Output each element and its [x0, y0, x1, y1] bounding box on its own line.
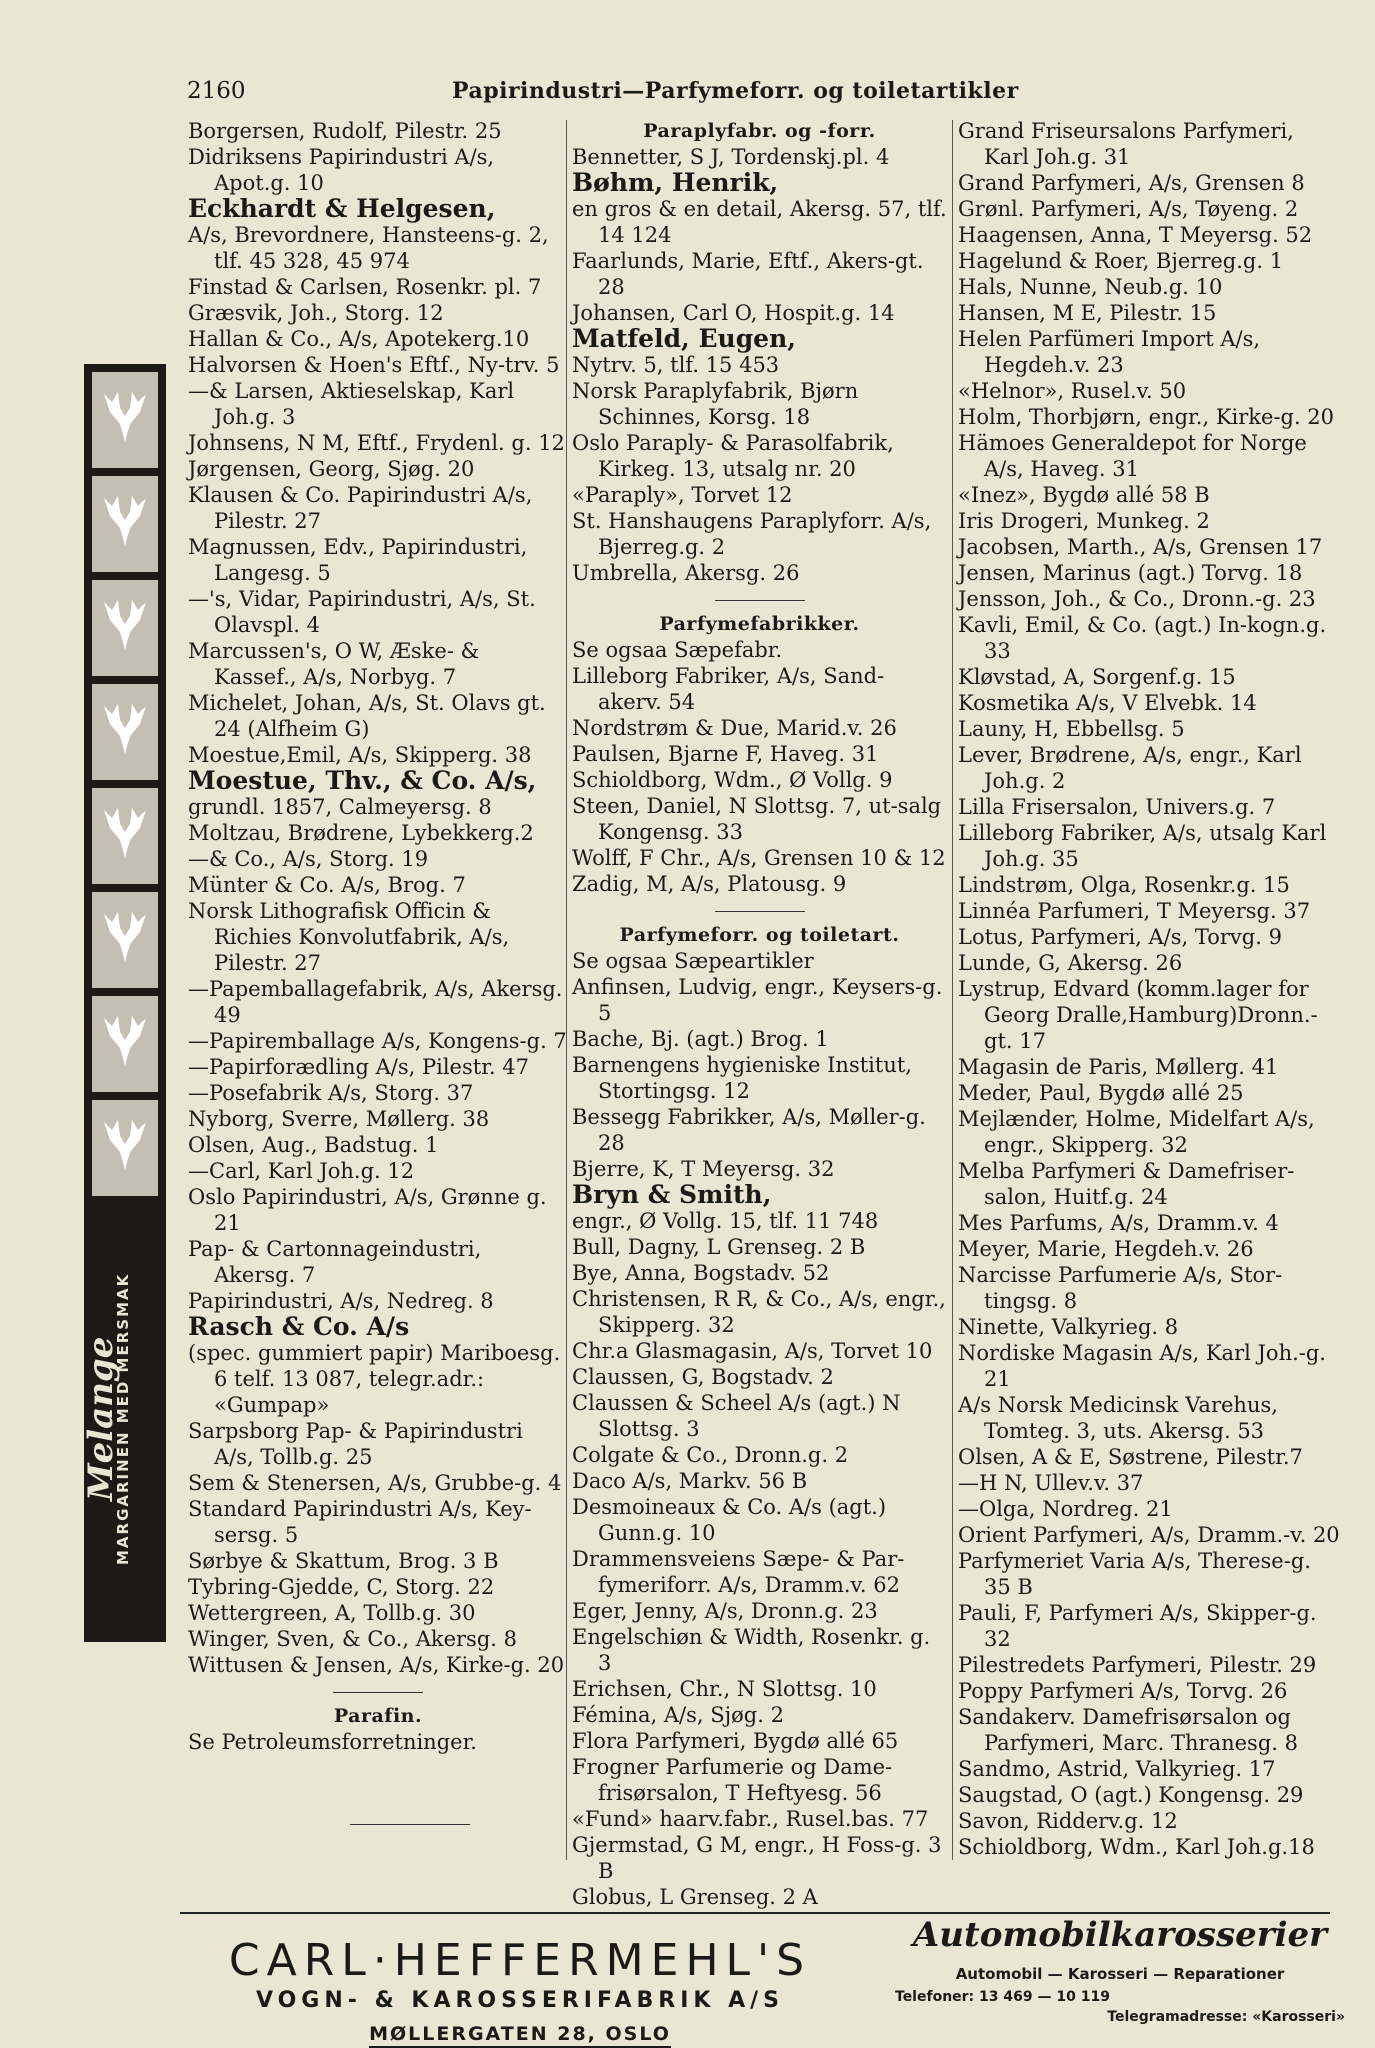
section-separator: [715, 911, 805, 912]
deer-tile: [92, 788, 158, 884]
ad-company-subtitle: VOGN- & KAROSSERIFABRIK A/S: [255, 1988, 785, 2013]
section-separator: [715, 600, 805, 601]
directory-entry: Mes Parfums, A/s, Dramm.v. 4: [958, 1211, 1279, 1235]
directory-entry: Engelschiøn & Width, Rosenkr. g. 3: [572, 1625, 931, 1675]
directory-entry: Bjerre, K, T Meyersg. 32: [572, 1157, 835, 1181]
directory-entry: Græsvik, Joh., Storg. 12: [188, 301, 444, 325]
directory-entry: —& Larsen, Aktieselskap, Karl Joh.g. 3: [188, 379, 515, 429]
directory-entry: Jørgensen, Georg, Sjøg. 20: [188, 457, 475, 481]
directory-entry: Sørbye & Skattum, Brog. 3 B: [188, 1549, 499, 1573]
directory-entry: Wittusen & Jensen, A/s, Kirke-g. 20: [188, 1653, 565, 1677]
directory-entry: «Inez», Bygdø allé 58 B: [958, 483, 1210, 507]
directory-entry: Desmoineaux & Co. A/s (agt.) Gunn.g. 10: [572, 1495, 887, 1545]
directory-entry: Jensson, Joh., & Co., Dronn.-g. 23: [958, 587, 1316, 611]
directory-entry: «Fund» haarv.fabr., Rusel.bas. 77: [572, 1807, 929, 1831]
directory-entry: A/s Norsk Medicinsk Varehus, Tomteg. 3, uts. Akersg. 53: [958, 1393, 1278, 1443]
directory-entry: Jacobsen, Marth., A/s, Grensen 17: [958, 535, 1323, 559]
directory-entry: —'s, Vidar, Papirindustri, A/s, St. Olavspl. 4: [188, 587, 536, 637]
directory-entry: Jensen, Marinus (agt.) Torvg. 18: [958, 561, 1303, 585]
directory-entry: Frogner Parfumerie og Dame-frisørsalon, T Heftyesg. 56: [572, 1755, 893, 1805]
directory-entry: —Posefabrik A/s, Storg. 37: [188, 1081, 474, 1105]
directory-entry: Norsk Lithografisk Officin & Richies Konvolutfabrik, A/s, Pilestr. 27: [188, 899, 510, 975]
directory-entry: Drammensveiens Sæpe- & Par-fymeriforr. A/s, Dramm.v. 62: [572, 1547, 905, 1597]
directory-entry: Grønl. Parfymeri, A/s, Tøyeng. 2: [958, 197, 1299, 221]
directory-entry: Erichsen, Chr., N Slottsg. 10: [572, 1677, 877, 1701]
directory-entry: Sandakerv. Damefrisørsalon og Parfymeri, Marc. Thranesg. 8: [958, 1705, 1298, 1755]
directory-entry: Se ogsaa Sæpefabr.: [572, 638, 783, 662]
side-ad-slogan: MARGARINEN MED MERSMAK: [114, 1272, 132, 1566]
directory-entry: Orient Parfymeri, A/s, Dramm.-v. 20: [958, 1523, 1340, 1547]
directory-entry: Bessegg Fabrikker, A/s, Møller-g. 28: [572, 1105, 926, 1155]
deer-tile: [92, 996, 158, 1092]
directory-entry: Marcussen's, O W, Æske- & Kassef., A/s, Norbyg. 7: [188, 639, 480, 689]
advertisement-heffermehl: [210, 1935, 830, 2048]
directory-entry: Launy, H, Ebbellsg. 5: [958, 717, 1185, 741]
directory-entry: Klausen & Co. Papirindustri A/s, Pilestr. 27: [188, 483, 533, 533]
directory-column-2: [572, 118, 947, 1910]
ad-divider: [180, 1912, 1330, 1914]
directory-entry: —H N, Ullev.v. 37: [958, 1471, 1144, 1495]
directory-entry: Narcisse Parfumerie A/s, Stor-tingsg. 8: [958, 1263, 1283, 1313]
directory-entry: Zadig, M, A/s, Platousg. 9: [572, 872, 847, 896]
deer-tile: [92, 1100, 158, 1196]
directory-entry: Winger, Sven, & Co., Akersg. 8: [188, 1627, 517, 1651]
directory-entry: Bull, Dagny, L Grenseg. 2 B: [572, 1235, 866, 1259]
directory-entry: Iris Drogeri, Munkeg. 2: [958, 509, 1210, 533]
advertisement-karosserier: [895, 1915, 1345, 2025]
directory-entry: «Paraply», Torvet 12: [572, 483, 793, 507]
directory-entry: Oslo Paraply- & Parasolfabrik, Kirkeg. 13, utsalg nr. 20: [572, 431, 894, 481]
directory-entry: —& Co., A/s, Storg. 19: [188, 847, 429, 871]
directory-entry: Moltzau, Brødrene, Lybekkerg.2: [188, 821, 534, 845]
section-heading: Parfymeforr. og toiletart.: [619, 924, 900, 946]
section-separator: [333, 1692, 423, 1693]
directory-entry: Moestue, Thv., & Co. A/s,: [188, 766, 537, 795]
directory-entry: Lotus, Parfymeri, A/s, Torvg. 9: [958, 925, 1282, 949]
directory-entry: Magasin de Paris, Møllerg. 41: [958, 1055, 1279, 1079]
directory-entry: Steen, Daniel, N Slottsg. 7, ut-salg Kongensg. 33: [572, 794, 942, 844]
directory-entry: Kløvstad, A, Sorgenf.g. 15: [958, 665, 1236, 689]
directory-entry: Claussen & Scheel A/s (agt.) N Slottsg. 3: [572, 1391, 901, 1441]
directory-entry: en gros & en detail, Akersg. 57, tlf. 14 124: [572, 197, 947, 247]
directory-column-3: [958, 118, 1343, 1860]
directory-entry: Pauli, F, Parfymeri A/s, Skipper-g. 32: [958, 1601, 1317, 1651]
directory-entry: Borgersen, Rudolf, Pilestr. 25: [188, 119, 502, 143]
directory-entry: Sarpsborg Pap- & Papirindustri A/s, Tollb.g. 25: [188, 1419, 523, 1469]
directory-entry: Eger, Jenny, A/s, Dronn.g. 23: [572, 1599, 878, 1623]
directory-entry: Bache, Bj. (agt.) Brog. 1: [572, 1027, 829, 1051]
directory-entry: Oslo Papirindustri, A/s, Grønne g. 21: [188, 1185, 547, 1235]
deer-tile: [92, 892, 158, 988]
directory-entry: Wolff, F Chr., A/s, Grensen 10 & 12: [572, 846, 946, 870]
directory-entry: Lilleborg Fabriker, A/s, utsalg Karl Joh.g. 35: [958, 821, 1327, 871]
directory-entry: Finstad & Carlsen, Rosenkr. pl. 7: [188, 275, 542, 299]
directory-entry: Grand Friseursalons Parfymeri, Karl Joh.g. 31: [958, 119, 1294, 169]
column-rule: [952, 120, 953, 1860]
directory-entry: Faarlunds, Marie, Eftf., Akers-gt. 28: [572, 249, 924, 299]
directory-entry: Pap- & Cartonnageindustri, Akersg. 7: [188, 1237, 482, 1287]
section-rule: [350, 1824, 470, 1825]
directory-entry: Daco A/s, Markv. 56 B: [572, 1469, 808, 1493]
directory-entry: Pilestredets Parfymeri, Pilestr. 29: [958, 1653, 1317, 1677]
directory-entry: Kosmetika A/s, V Elvebk. 14: [958, 691, 1257, 715]
directory-entry: Lilleborg Fabriker, A/s, Sand-akerv. 54: [572, 664, 885, 714]
directory-entry: Paulsen, Bjarne F, Haveg. 31: [572, 742, 879, 766]
directory-entry: engr., Ø Vollg. 15, tlf. 11 748: [572, 1209, 879, 1233]
directory-entry: Matfeld, Eugen,: [572, 324, 796, 353]
directory-entry: Helen Parfümeri Import A/s, Hegdeh.v. 23: [958, 327, 1261, 377]
directory-entry: Meyer, Marie, Hegdeh.v. 26: [958, 1237, 1254, 1261]
directory-entry: —Papemballagefabrik, A/s, Akersg. 49: [188, 977, 563, 1027]
directory-entry: Poppy Parfymeri A/s, Torvg. 26: [958, 1679, 1288, 1703]
directory-entry: Olsen, Aug., Badstug. 1: [188, 1133, 439, 1157]
directory-entry: Meder, Paul, Bygdø allé 25: [958, 1081, 1244, 1105]
directory-entry: Christensen, R R, & Co., A/s, engr., Skipperg. 32: [572, 1287, 946, 1337]
deer-tile: [92, 476, 158, 572]
directory-entry: Nytrv. 5, tlf. 15 453: [572, 353, 780, 377]
directory-entry: Magnussen, Edv., Papirindustri, Langesg. 5: [188, 535, 528, 585]
directory-entry: Münter & Co. A/s, Brog. 7: [188, 873, 466, 897]
directory-entry: Johansen, Carl O, Hospit.g. 14: [572, 301, 895, 325]
directory-entry: Halvorsen & Hoen's Eftf., Ny-trv. 5: [188, 353, 560, 377]
directory-entry: Papirindustri, A/s, Nedreg. 8: [188, 1289, 494, 1313]
directory-entry: Hansen, M E, Pilestr. 15: [958, 301, 1217, 325]
directory-entry: Holm, Thorbjørn, engr., Kirke-g. 20: [958, 405, 1335, 429]
directory-entry: grundl. 1857, Calmeyersg. 8: [188, 795, 492, 819]
directory-entry: Sandmo, Astrid, Valkyrieg. 17: [958, 1757, 1276, 1781]
directory-column-1: [188, 118, 568, 1755]
directory-entry: Nordstrøm & Due, Marid.v. 26: [572, 716, 897, 740]
directory-entry: Hagelund & Roer, Bjerreg.g. 1: [958, 249, 1284, 273]
ad-tagline: Automobil — Karosseri — Reparationer: [955, 1965, 1285, 1983]
directory-entry: Nordiske Magasin A/s, Karl Joh.-g. 21: [958, 1341, 1326, 1391]
directory-entry: «Helnor», Rusel.v. 50: [958, 379, 1187, 403]
directory-entry: Umbrella, Akersg. 26: [572, 561, 800, 585]
directory-entry: Se Petroleumsforretninger.: [188, 1730, 477, 1754]
directory-entry: Bryn & Smith,: [572, 1180, 772, 1209]
page-number: 2160: [187, 78, 246, 104]
deer-tile: [92, 684, 158, 780]
directory-entry: Fémina, A/s, Sjøg. 2: [572, 1703, 784, 1727]
directory-entry: Gjermstad, G M, engr., H Foss-g. 3 B: [572, 1833, 942, 1883]
directory-entry: —Olga, Nordreg. 21: [958, 1497, 1173, 1521]
side-ad-brand: Melange: [81, 1336, 121, 1502]
ad-title: Automobilkarosserier: [912, 1915, 1328, 1955]
directory-entry: Lunde, G, Akersg. 26: [958, 951, 1183, 975]
directory-entry: Chr.a Glasmagasin, A/s, Torvet 10: [572, 1339, 933, 1363]
directory-entry: Savon, Ridderv.g. 12: [958, 1809, 1178, 1833]
directory-entry: Tybring-Gjedde, C, Storg. 22: [188, 1575, 495, 1599]
directory-entry: Wettergreen, A, Tollb.g. 30: [188, 1601, 476, 1625]
directory-entry: Saugstad, O (agt.) Kongensg. 29: [958, 1783, 1304, 1807]
directory-entry: Ninette, Valkyrieg. 8: [958, 1315, 1179, 1339]
directory-entry: Hallan & Co., A/s, Apotekerg.10: [188, 327, 530, 351]
ad-company-name: CARL·HEFFERMEHL'S: [228, 1935, 812, 1986]
directory-entry: Standard Papirindustri A/s, Key-sersg. 5: [188, 1497, 532, 1547]
directory-entry: Haagensen, Anna, T Meyersg. 52: [958, 223, 1313, 247]
directory-entry: Flora Parfymeri, Bygdø allé 65: [572, 1729, 899, 1753]
directory-entry: Hämoes Generaldepot for Norge A/s, Haveg. 31: [958, 431, 1307, 481]
directory-entry: Grand Parfymeri, A/s, Grensen 8: [958, 171, 1305, 195]
directory-entry: Se ogsaa Sæpeartikler: [572, 949, 814, 973]
directory-entry: Norsk Paraplyfabrik, Bjørn Schinnes, Korsg. 18: [572, 379, 859, 429]
directory-entry: Globus, L Grenseg. 2 A: [572, 1885, 818, 1909]
directory-entry: A/s, Brevordnere, Hansteens-g. 2, tlf. 45 328, 45 974: [188, 223, 549, 273]
ad-company-address: MØLLERGATEN 28, OSLO: [369, 2023, 671, 2048]
directory-entry: Bennetter, S J, Tordenskj.pl. 4: [572, 145, 890, 169]
directory-entry: Hals, Nunne, Neub.g. 10: [958, 275, 1223, 299]
section-heading: Parafin.: [333, 1705, 423, 1727]
directory-entry: Mejlænder, Holme, Midelfart A/s, engr., Skipperg. 32: [958, 1107, 1315, 1157]
directory-entry: Johnsens, N M, Eftf., Frydenl. g. 12: [188, 431, 565, 455]
side-ad-text: [81, 1194, 160, 1644]
running-title: Papirindustri—Parfymeforr. og toiletartikler: [452, 78, 1019, 104]
directory-entry: Lever, Brødrene, A/s, engr., Karl Joh.g. 2: [958, 743, 1302, 793]
section-heading: Parfymefabrikker.: [659, 613, 860, 635]
deer-tile: [92, 372, 158, 468]
directory-entry: Schioldborg, Wdm., Ø Vollg. 9: [572, 768, 893, 792]
directory-entry: Barnengens hygieniske Institut, Stortingsg. 12: [572, 1053, 912, 1103]
directory-entry: Anfinsen, Ludvig, engr., Keysers-g. 5: [572, 975, 943, 1025]
directory-entry: Eckhardt & Helgesen,: [188, 194, 496, 223]
directory-entry: Moestue,Emil, A/s, Skipperg. 38: [188, 743, 532, 767]
directory-entry: Bye, Anna, Bogstadv. 52: [572, 1261, 830, 1285]
directory-entry: Sem & Stenersen, A/s, Grubbe-g. 4: [188, 1471, 562, 1495]
directory-entry: Lindstrøm, Olga, Rosenkr.g. 15: [958, 873, 1290, 897]
ad-telegram: Telegramadresse: «Karosseri»: [1107, 2009, 1345, 2025]
directory-entry: Lystrup, Edvard (komm.lager for Georg Dralle,Hamburg)Dronn.-gt. 17: [958, 977, 1318, 1053]
directory-entry: Bøhm, Henrik,: [572, 168, 779, 197]
deer-tile: [92, 580, 158, 676]
directory-entry: Claussen, G, Bogstadv. 2: [572, 1365, 834, 1389]
directory-entry: Colgate & Co., Dronn.g. 2: [572, 1443, 849, 1467]
directory-entry: (spec. gummiert papir) Mariboesg. 6 telf. 13 087, telegr.adr.: «Gumpap»: [188, 1341, 561, 1417]
directory-entry: Linnéa Parfumeri, T Meyersg. 37: [958, 899, 1311, 923]
directory-entry: St. Hanshaugens Paraplyforr. A/s, Bjerreg.g. 2: [572, 509, 932, 559]
directory-entry: —Papiremballage A/s, Kongens-g. 7: [188, 1029, 567, 1053]
directory-entry: Schioldborg, Wdm., Karl Joh.g.18: [958, 1835, 1315, 1859]
side-advertisement: [81, 364, 166, 1642]
directory-entry: Olsen, A & E, Søstrene, Pilestr.7: [958, 1445, 1303, 1469]
directory-entry: —Carl, Karl Joh.g. 12: [188, 1159, 415, 1183]
directory-entry: Nyborg, Sverre, Møllerg. 38: [188, 1107, 490, 1131]
section-heading: Paraplyfabr. og -forr.: [643, 120, 876, 142]
directory-entry: Lilla Frisersalon, Univers.g. 7: [958, 795, 1276, 819]
directory-entry: Michelet, Johan, A/s, St. Olavs gt. 24 (Alfheim G): [188, 691, 546, 741]
directory-entry: Parfymeriet Varia A/s, Therese-g. 35 B: [958, 1549, 1311, 1599]
directory-entry: Melba Parfymeri & Damefriser-salon, Huitf.g. 24: [958, 1159, 1295, 1209]
directory-entry: —Papirforædling A/s, Pilestr. 47: [188, 1055, 529, 1079]
directory-entry: Didriksens Papirindustri A/s, Apot.g. 10: [188, 145, 495, 195]
directory-entry: Rasch & Co. A/s: [188, 1312, 410, 1341]
directory-entry: Kavli, Emil, & Co. (agt.) In-kogn.g. 33: [958, 613, 1327, 663]
ad-phones: Telefoner: 13 469 — 10 119: [895, 1989, 1110, 2005]
